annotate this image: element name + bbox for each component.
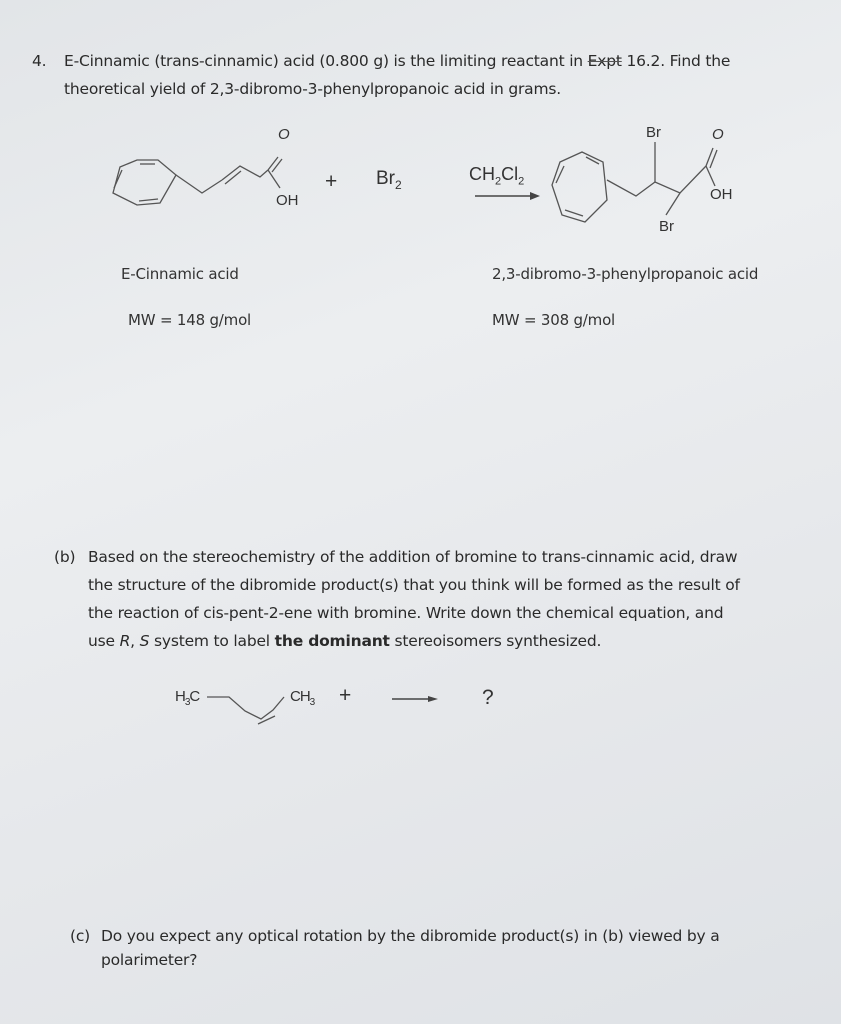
question-number: 4. xyxy=(32,52,47,70)
part-b-text-end: stereoisomers synthesized. xyxy=(389,632,602,650)
product-bromine-bottom: Br xyxy=(659,218,674,235)
solvent-sub-1: 2 xyxy=(495,175,502,188)
r-descriptor: R xyxy=(119,632,131,650)
question-4-text-a: E-Cinnamic (trans-cinnamic) acid (0.800 g) is the limiting reactant in xyxy=(64,52,588,70)
bromine-reagent xyxy=(376,168,402,192)
bromine-symbol: Br xyxy=(376,168,395,189)
product-hydroxyl: OH xyxy=(710,186,733,203)
question-4-text-b: 16.2. Find the xyxy=(621,52,731,70)
methyl-left-c: C xyxy=(189,688,200,705)
methyl-right-ch: CH xyxy=(290,688,310,705)
reactant-benzene-ring xyxy=(113,160,176,205)
reactant-chain-bonds xyxy=(176,157,282,193)
product-molecular-weight: MW = 308 g/mol xyxy=(492,311,616,329)
part-b-text-system: system to label xyxy=(149,632,275,650)
methyl-left-h: H xyxy=(175,688,185,705)
reactant-molecular-weight: MW = 148 g/mol xyxy=(128,311,252,329)
reactant-name: E-Cinnamic acid xyxy=(121,265,239,283)
question-4-line-2: theoretical yield of 2,3-dibromo-3-phenylpropanoic acid in grams. xyxy=(64,80,561,98)
plus-sign: + xyxy=(325,170,338,193)
part-b-label: (b) xyxy=(54,548,76,566)
part-c-label: (c) xyxy=(70,927,91,945)
part-b-text-use: use xyxy=(88,632,120,650)
product-bromine-top: Br xyxy=(646,124,661,141)
part-b-bold-dominant: the dominant xyxy=(274,632,390,650)
methyl-right-sub: 3 xyxy=(309,697,315,708)
methyl-left-sub: 3 xyxy=(184,697,190,708)
s-descriptor: S xyxy=(139,632,150,650)
methyl-right-label xyxy=(290,688,314,708)
part-c-line-1: Do you expect any optical rotation by the dibromide product(s) in (b) viewed by a xyxy=(101,927,720,945)
reactant-hydroxyl: OH xyxy=(276,192,299,209)
product-name: 2,3-dibromo-3-phenylpropanoic acid xyxy=(492,265,759,283)
bromine-subscript: 2 xyxy=(395,177,402,192)
product-benzene-ring xyxy=(552,152,607,222)
solvent-ch: CH xyxy=(469,164,495,184)
product-carbonyl-oxygen: O xyxy=(712,126,724,143)
solvent-sub-2: 2 xyxy=(518,175,525,188)
expt-strikethrough: Expt xyxy=(587,52,622,70)
cis-pent-2-ene-bonds xyxy=(207,697,284,724)
unknown-product-mark: ? xyxy=(482,686,494,709)
part-b-line-3: the reaction of cis-pent-2-ene with bromine. Write down the chemical equation, and xyxy=(88,604,724,622)
solvent-cl: Cl xyxy=(501,164,519,184)
part-b-line-2: the structure of the dibromide product(s) that you think will be formed as the result of xyxy=(88,576,740,594)
part-c-line-2: polarimeter? xyxy=(101,951,198,969)
part-b-line-4 xyxy=(88,629,601,654)
product-chain-bonds xyxy=(607,142,717,215)
methyl-left-label xyxy=(175,688,199,708)
reactant-carbonyl-oxygen: O xyxy=(278,126,290,143)
reaction-arrow xyxy=(475,192,540,200)
part-b-comma: , xyxy=(130,632,140,650)
part-b-plus-sign: + xyxy=(339,684,352,707)
part-b-line-1: Based on the stereochemistry of the addition of bromine to trans-cinnamic acid, draw xyxy=(88,548,738,566)
part-b-arrow xyxy=(392,696,438,702)
solvent-label xyxy=(469,164,524,188)
